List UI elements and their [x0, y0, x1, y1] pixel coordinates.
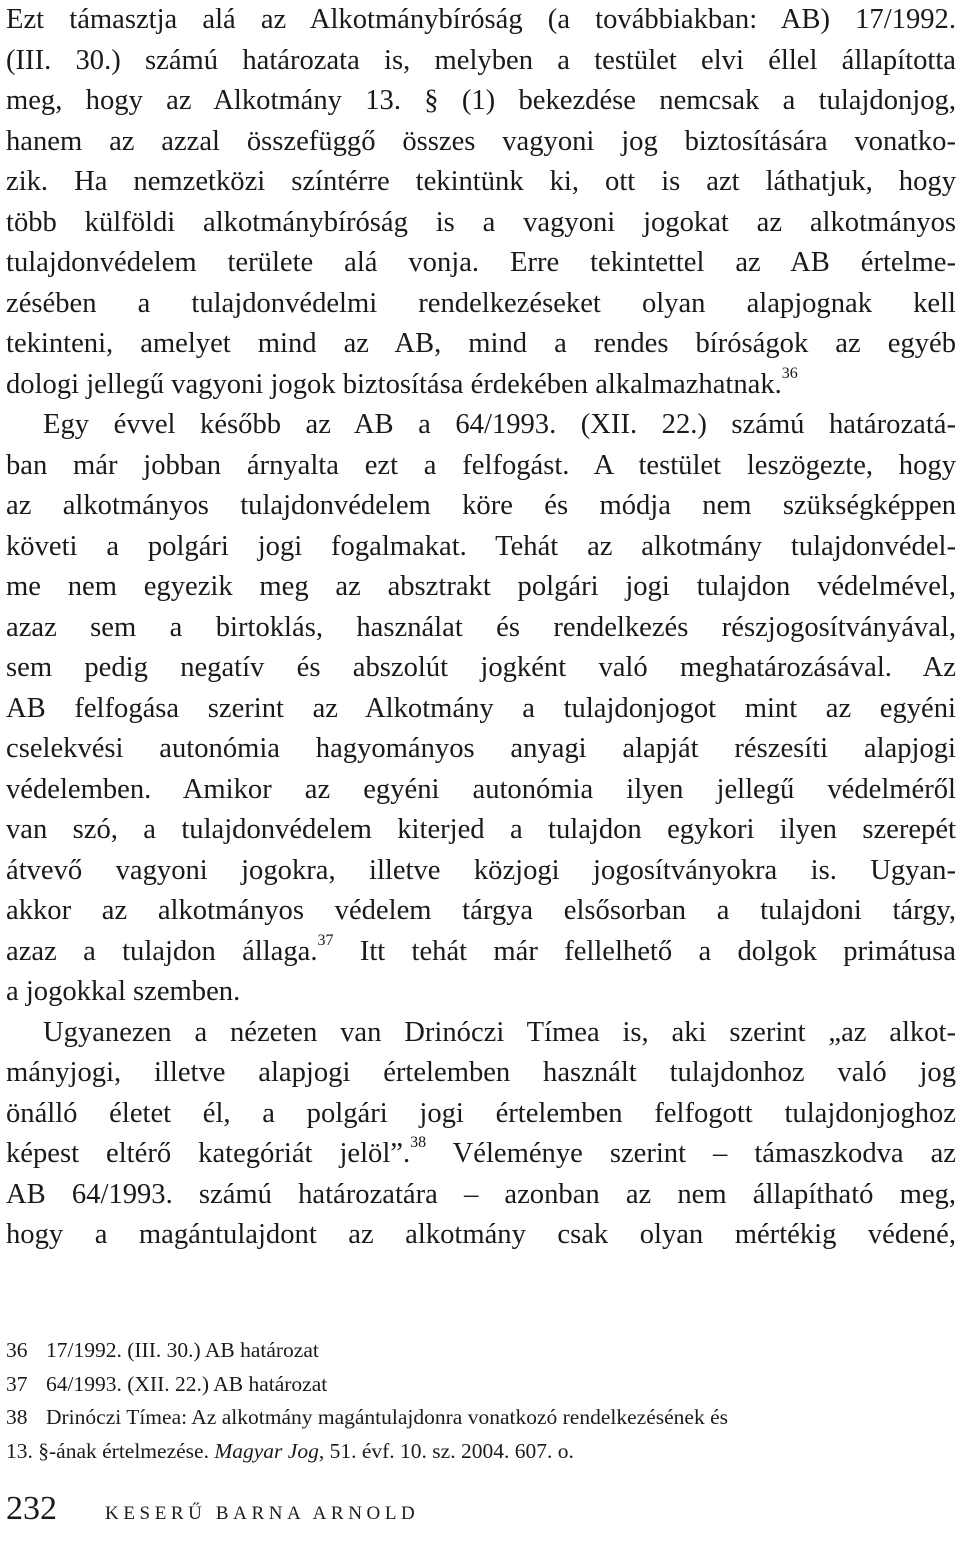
text-line: tulajdonvédelem területe alá vonja. Erre tekintettel az AB értelme-: [6, 247, 956, 278]
text-line: sem pedig negatív és abszolút jogként való meghatározásával. Az: [6, 652, 956, 683]
text-line: AB felfogása szerint az Alkotmány a tulajdonjogot mint az egyéni: [6, 692, 956, 724]
footnote-number: 38: [6, 1405, 28, 1429]
text-line: követi a polgári jogi fogalmakat. Tehát az alkotmány tulajdonvédel-: [6, 530, 956, 562]
text-line: akkor az alkotmányos védelem tárgya elsősorban a tulajdoni tárgy,: [6, 895, 956, 926]
text-line: hanem az azzal összefüggő összes vagyoni jog biztosítására vonatko-: [6, 125, 956, 157]
footnote-ref-38[interactable]: 38: [410, 1134, 427, 1152]
text-line: átvevő vagyoni jogokra, illetve közjogi jogosítványokra is. Ugyan-: [6, 854, 956, 886]
text-line-with-footnote: [6, 365, 956, 406]
text-line: hogy a magántulajdont az alkotmány csak olyan mértékig védené,: [6, 1219, 956, 1250]
footnote-37: [6, 1368, 956, 1402]
text-line: tekinteni, amelyet mind az AB, mind a rendes bíróságok az egyéb: [6, 328, 956, 359]
text-line: Egy évvel később az AB a 64/1993. (XII. 22.) számú határozatá-: [43, 409, 956, 440]
footnote-number: 36: [6, 1338, 28, 1362]
footnote-text: Drinóczi Tímea: Az alkotmány magántulajdonra vonatkozó rendelkezésének és: [46, 1405, 728, 1429]
text-line: több külföldi alkotmánybíróság is a vagyoni jogokat az alkotmányos: [6, 206, 956, 238]
text-line: meg, hogy az Alkotmány 13. § (1) bekezdése nemcsak a tulajdonjog,: [6, 85, 956, 116]
journal-title: Magyar Jog: [214, 1438, 319, 1463]
footnote-text: 17/1992. (III. 30.) AB határozat: [46, 1338, 319, 1362]
text-line-with-footnote: [6, 932, 956, 973]
text-line: Ezt támasztja alá az Alkotmánybíróság (a továbbiakban: AB) 17/1992.: [6, 4, 956, 35]
footnotes: [6, 1334, 956, 1468]
text-line: Ugyanezen a nézeten van Drinóczi Tímea is, aki szerint „az alkot-: [43, 1016, 956, 1048]
text-line: zésében a tulajdonvédelmi rendelkezéseket olyan alapjognak kell: [6, 287, 956, 319]
text-line: zik. Ha nemzetközi színtérre tekintünk ki, ott is azt láthatjuk, hogy: [6, 166, 956, 197]
footnote-36: [6, 1334, 956, 1368]
paragraph-2: [6, 1013, 956, 1256]
footnote-number: 37: [6, 1371, 28, 1396]
text-line: a jogokkal szemben.: [6, 976, 241, 1007]
text-line: mányjogi, illetve alapjogi értelemben használt tulajdonhoz való jog: [6, 1057, 956, 1088]
footnote-text: 64/1993. (XII. 22.) AB határozat: [46, 1371, 328, 1396]
footnote-text: , 51. évf. 10. sz. 2004. 607. o.: [318, 1438, 574, 1463]
text-line: azaz sem a birtoklás, használat és rendelkezés részjogosítványával,: [6, 611, 956, 643]
text-line: az alkotmányos tulajdonvédelem köre és módja nem szükségképpen: [6, 490, 956, 521]
text-line: Itt tehát már fellelhető a dolgok primátusa: [359, 935, 956, 967]
text-line: van szó, a tulajdonvédelem kiterjed a tulajdon egykori ilyen szerepét: [6, 814, 956, 845]
text-line: cselekvési autonómia hagyományos anyagi alapját részesíti alapjogi: [6, 733, 956, 764]
text-line: AB 64/1993. számú határozatára – azonban az nem állapítható meg,: [6, 1178, 956, 1210]
text-line: (III. 30.) számú határozata is, melyben a testület elvi éllel állapította: [6, 44, 956, 76]
page-number: 232: [6, 1490, 57, 1527]
running-author: KESERŰ BARNA ARNOLD: [105, 1503, 420, 1524]
footnote-text: 13. §-ának értelmezése.: [6, 1438, 215, 1463]
text-line: ban már jobban árnyalta ezt a felfogást. A testület leszögezte, hogy: [6, 449, 956, 481]
text-line: azaz a tulajdon állaga.: [6, 935, 318, 967]
text-line: önálló életet él, a polgári jogi értelemben felfogott tulajdonjoghoz: [6, 1097, 956, 1129]
page-body: [6, 0, 956, 1256]
text-line: dologi jellegű vagyoni jogok biztosítása érdekében alkalmazhatnak.: [6, 368, 782, 400]
text-line-with-footnote: [6, 1134, 956, 1175]
running-footer: [6, 1490, 419, 1542]
paragraph-1: [6, 0, 956, 1013]
text-line: védelemben. Amikor az egyéni autonómia ilyen jellegű védelméről: [6, 773, 956, 805]
footnote-ref-36[interactable]: 36: [781, 364, 798, 382]
text-line: Véleménye szerint – támaszkodva az: [452, 1138, 956, 1169]
footnote-38: [6, 1401, 956, 1435]
footnote-ref-37[interactable]: 37: [317, 931, 334, 949]
footnote-38-continuation: [6, 1435, 956, 1469]
text-line: képest eltérő kategóriát jelöl”.: [6, 1138, 411, 1169]
text-line: me nem egyezik meg az absztrakt polgári jogi tulajdon védelmével,: [6, 571, 956, 602]
